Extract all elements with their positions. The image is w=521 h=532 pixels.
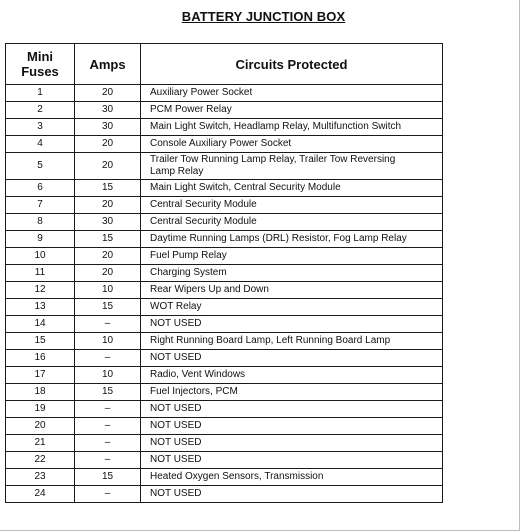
amps-cell: –: [75, 418, 141, 435]
circuit-cell: Right Running Board Lamp, Left Running Board Lamp: [141, 333, 443, 350]
fuse-number-cell: 14: [6, 316, 75, 333]
circuit-cell: NOT USED: [141, 401, 443, 418]
table-row: [6, 333, 443, 350]
amps-cell: –: [75, 486, 141, 503]
fuse-number-cell: 8: [6, 214, 75, 231]
table-row: [6, 418, 443, 435]
circuit-cell: Heated Oxygen Sensors, Transmission: [141, 469, 443, 486]
header-circuits-protected: Circuits Protected: [141, 44, 443, 85]
table-row: [6, 136, 443, 153]
table-row: [6, 119, 443, 136]
amps-cell: 20: [75, 153, 141, 180]
fuse-number-cell: 20: [6, 418, 75, 435]
fuse-number-cell: 3: [6, 119, 75, 136]
fuse-number-cell: 21: [6, 435, 75, 452]
header-row: [6, 44, 443, 85]
amps-cell: 15: [75, 384, 141, 401]
table-row: [6, 452, 443, 469]
table-row: [6, 85, 443, 102]
fuse-number-cell: 5: [6, 153, 75, 180]
circuit-cell: Radio, Vent Windows: [141, 367, 443, 384]
amps-cell: 15: [75, 180, 141, 197]
fuse-number-cell: 13: [6, 299, 75, 316]
circuit-cell: WOT Relay: [141, 299, 443, 316]
circuit-cell: Auxiliary Power Socket: [141, 85, 443, 102]
amps-cell: 10: [75, 282, 141, 299]
circuit-cell: Central Security Module: [141, 214, 443, 231]
fuse-number-cell: 4: [6, 136, 75, 153]
table-row: [6, 282, 443, 299]
circuit-cell: Rear Wipers Up and Down: [141, 282, 443, 299]
circuit-cell: Console Auxiliary Power Socket: [141, 136, 443, 153]
amps-cell: –: [75, 316, 141, 333]
table-row: [6, 384, 443, 401]
fuse-table: [5, 43, 443, 503]
amps-cell: –: [75, 452, 141, 469]
amps-cell: –: [75, 435, 141, 452]
fuse-number-cell: 22: [6, 452, 75, 469]
circuit-cell: NOT USED: [141, 435, 443, 452]
fuse-number-cell: 23: [6, 469, 75, 486]
circuit-cell: NOT USED: [141, 486, 443, 503]
circuit-cell: PCM Power Relay: [141, 102, 443, 119]
header-amps: Amps: [75, 44, 141, 85]
amps-cell: 20: [75, 136, 141, 153]
table-header: [6, 44, 443, 85]
table-row: [6, 197, 443, 214]
circuit-cell: Central Security Module: [141, 197, 443, 214]
amps-cell: –: [75, 401, 141, 418]
table-row: [6, 248, 443, 265]
fuse-number-cell: 2: [6, 102, 75, 119]
circuit-cell: Daytime Running Lamps (DRL) Resistor, Fog Lamp Relay: [141, 231, 443, 248]
table-row: [6, 469, 443, 486]
amps-cell: 30: [75, 102, 141, 119]
circuit-cell: Charging System: [141, 265, 443, 282]
fuse-number-cell: 11: [6, 265, 75, 282]
amps-cell: 20: [75, 197, 141, 214]
amps-cell: 20: [75, 85, 141, 102]
circuit-cell: Trailer Tow Running Lamp Relay, Trailer Tow Reversing Lamp Relay: [141, 153, 443, 180]
table-row: [6, 435, 443, 452]
circuit-cell: NOT USED: [141, 316, 443, 333]
amps-cell: 15: [75, 231, 141, 248]
circuit-cell: Main Light Switch, Headlamp Relay, Multifunction Switch: [141, 119, 443, 136]
amps-cell: 30: [75, 119, 141, 136]
table-row: [6, 299, 443, 316]
amps-cell: –: [75, 350, 141, 367]
table-row: [6, 401, 443, 418]
table-body: [6, 85, 443, 503]
fuse-number-cell: 16: [6, 350, 75, 367]
amps-cell: 15: [75, 469, 141, 486]
fuse-number-cell: 18: [6, 384, 75, 401]
fuse-number-cell: 17: [6, 367, 75, 384]
amps-cell: 10: [75, 333, 141, 350]
circuit-cell: NOT USED: [141, 452, 443, 469]
fuse-number-cell: 6: [6, 180, 75, 197]
header-mini-fuses: Mini Fuses: [6, 44, 75, 85]
table-row: [6, 316, 443, 333]
fuse-number-cell: 19: [6, 401, 75, 418]
table-row: [6, 367, 443, 384]
table-row: [6, 214, 443, 231]
table-row: [6, 102, 443, 119]
table-row: [6, 180, 443, 197]
amps-cell: 20: [75, 248, 141, 265]
fuse-number-cell: 9: [6, 231, 75, 248]
table-row: [6, 153, 443, 180]
table-row: [6, 350, 443, 367]
table-row: [6, 231, 443, 248]
circuit-cell: Fuel Injectors, PCM: [141, 384, 443, 401]
fuse-number-cell: 12: [6, 282, 75, 299]
circuit-cell: Fuel Pump Relay: [141, 248, 443, 265]
circuit-cell: NOT USED: [141, 350, 443, 367]
table-row: [6, 486, 443, 503]
amps-cell: 30: [75, 214, 141, 231]
fuse-number-cell: 10: [6, 248, 75, 265]
document-title: BATTERY JUNCTION BOX: [181, 9, 346, 24]
fuse-number-cell: 7: [6, 197, 75, 214]
fuse-number-cell: 15: [6, 333, 75, 350]
amps-cell: 10: [75, 367, 141, 384]
circuit-cell: Main Light Switch, Central Security Module: [141, 180, 443, 197]
amps-cell: 15: [75, 299, 141, 316]
amps-cell: 20: [75, 265, 141, 282]
table-row: [6, 265, 443, 282]
circuit-cell: NOT USED: [141, 418, 443, 435]
fuse-number-cell: 1: [6, 85, 75, 102]
fuse-number-cell: 24: [6, 486, 75, 503]
